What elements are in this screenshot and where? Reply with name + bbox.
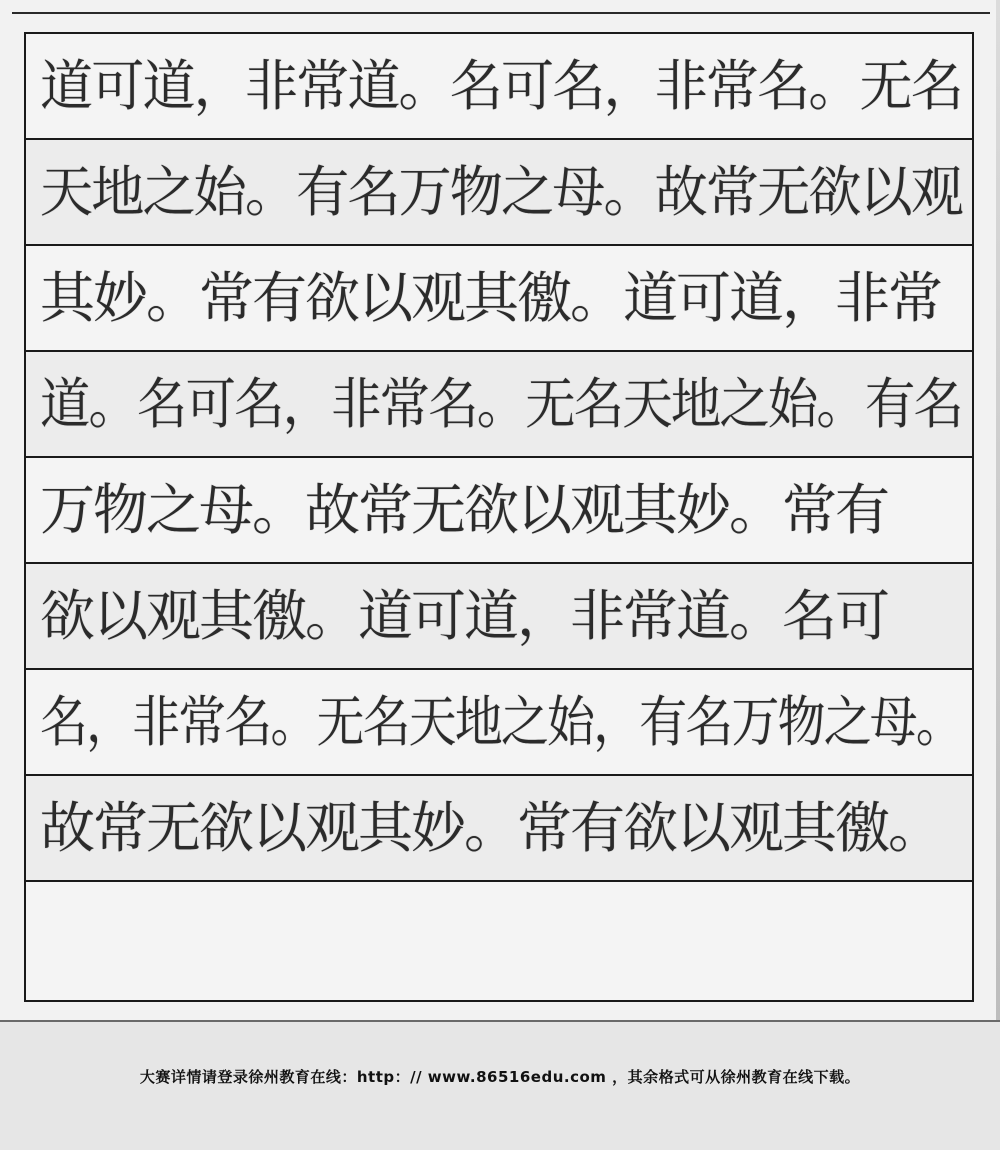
row-text: 天地之始。有名万物之母。故常无欲以观 [40,159,963,224]
writing-grid [24,32,974,1002]
writing-row-5 [26,458,972,564]
writing-row-7 [26,670,972,776]
writing-row-2 [26,140,972,246]
writing-row-6 [26,564,972,670]
writing-row-8 [26,776,972,882]
writing-row-1 [26,34,972,140]
sheet-edge [996,0,1000,1020]
row-text: 道可道，非常道。名可名，非常名。无名 [40,53,963,118]
row-text: 欲以观其徼。道可道，非常道。名可 [40,583,889,648]
writing-row-9-empty [26,882,972,1000]
row-text: 故常无欲以观其妙。常有欲以观其徼。 [40,795,942,860]
footer-note: 大赛详情请登录徐州教育在线：http：// www.86516edu.com ，其余格式可从徐州教育在线下载。 [139,1068,861,1086]
top-rule [12,12,990,14]
row-text: 道。名可名，非常名。无名天地之始。有名 [40,371,963,436]
row-text: 名，非常名。无名天地之始，有名万物之母。 [40,689,963,754]
writing-row-4 [26,352,972,458]
row-text: 万物之母。故常无欲以观其妙。常有 [40,477,889,542]
row-text: 其妙。常有欲以观其徼。道可道，非常 [40,265,942,330]
writing-row-3 [26,246,972,352]
